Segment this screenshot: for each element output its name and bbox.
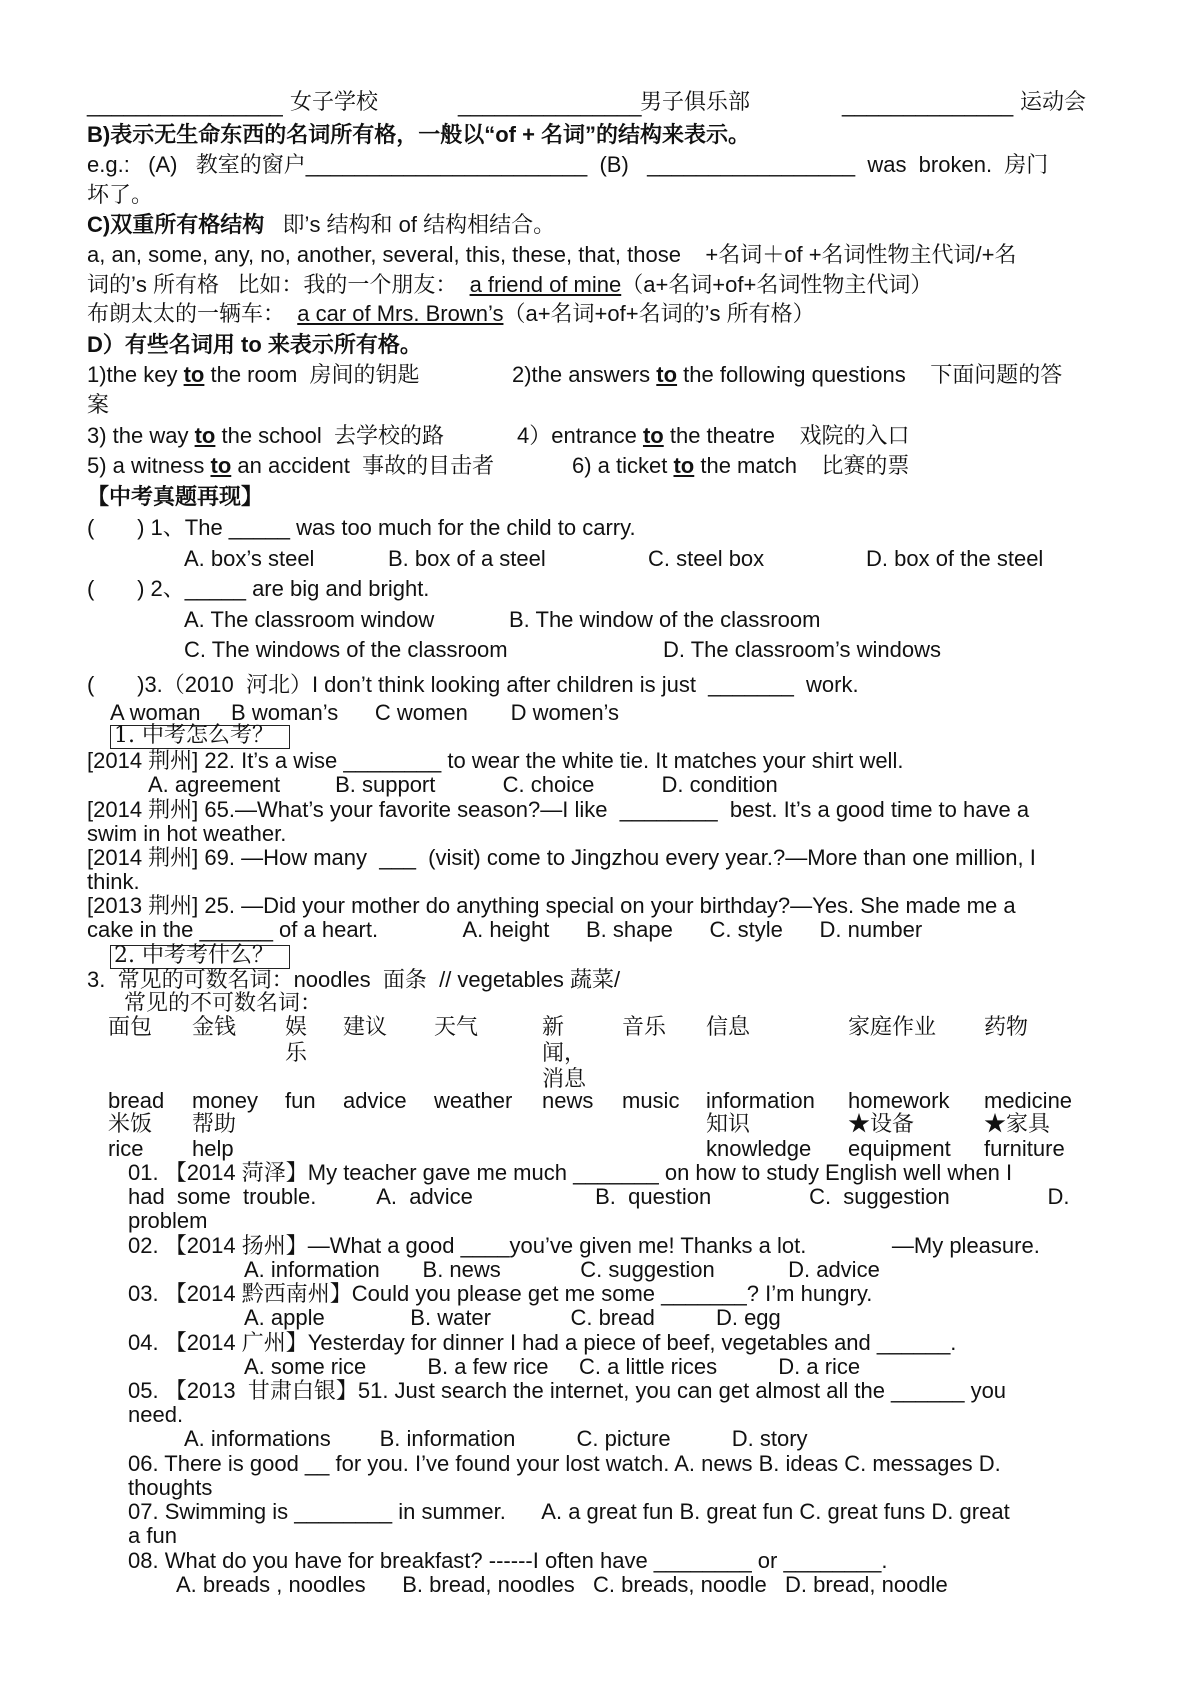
item-text: 2)the answers — [512, 362, 657, 387]
noun-cn-information: 信息 — [706, 1015, 751, 1040]
practice-06: 06. There is good __ for you. I’ve found your lost watch. A. news B. ideas C. messages D. — [128, 1451, 1001, 1476]
jingzhou-q69-cont: think. — [87, 869, 140, 894]
noun-en-weather: weather — [434, 1088, 513, 1113]
item-text: an accident 事故的目击者 — [231, 453, 495, 478]
noun-en-help: help — [192, 1136, 234, 1161]
practice-08-options: A. breads , noodles B. bread, noodles C. breads, noodle D. bread, noodle — [176, 1572, 948, 1597]
keyword-to: to — [183, 362, 205, 387]
section-c-line-2-end: （a+名词+of+名词性物主代词） — [621, 272, 933, 297]
example-phrase-friend: a friend of mine — [469, 272, 622, 297]
item-text: 3) the way — [87, 423, 195, 448]
uncountable-nouns-title: 常见的不可数名词： — [124, 991, 323, 1016]
noun-en-music: music — [622, 1088, 680, 1113]
practice-01-cont: had some trouble. A. advice B. question C. suggestion D. — [128, 1184, 1070, 1209]
example-phrase-car: a car of Mrs. Brown’s — [297, 301, 504, 326]
jingzhou-q69: [2014 荆州] 69. —How many ___ (visit) come to Jingzhou every year.?—More than one million, I — [87, 845, 1036, 870]
question-1-stem: ( ) 1、The _____ was too much for the child to carry. — [87, 515, 636, 540]
question-2-option-b: B. The window of the classroom — [509, 607, 821, 632]
item-text: the school 去学校的路 — [215, 423, 445, 448]
question-2-option-d: D. The classroom’s windows — [663, 637, 941, 662]
noun-cn-fun: 娱乐 — [285, 1015, 308, 1066]
section-c-line-3 — [87, 301, 815, 327]
item-text: 5) a witness — [87, 453, 211, 478]
section-c-line-3-start: 布朗太太的一辆车： — [87, 301, 298, 326]
noun-cn-advice: 建议 — [343, 1015, 388, 1040]
subsection-title-how-tested: 1. 中考怎么考？ — [114, 723, 274, 748]
exam-section-title: 【中考真题再现】 — [87, 484, 264, 509]
practice-04-options: A. some rice B. a few rice C. a little rices D. a rice — [244, 1354, 861, 1379]
section-c-heading — [87, 212, 555, 238]
noun-en-information: information — [706, 1088, 815, 1113]
header-blank-3: ______________ — [842, 92, 1014, 117]
noun-cn-bread: 面包 — [108, 1015, 153, 1040]
keyword-to: to — [194, 423, 216, 448]
section-c-heading-bold: C)双重所有格结构 — [87, 212, 265, 237]
section-d-item-2-cont: 案 — [87, 392, 110, 417]
question-1-option-a: A. box’s steel — [184, 546, 315, 571]
noun-en-homework: homework — [848, 1088, 950, 1113]
practice-07-cont: a fun — [128, 1523, 177, 1548]
practice-06-cont: thoughts — [128, 1475, 213, 1500]
noun-cn-medicine: 药物 — [984, 1015, 1029, 1040]
noun-en-money: money — [192, 1088, 259, 1113]
noun-cn-money: 金钱 — [192, 1015, 237, 1040]
noun-en-news: news — [542, 1088, 594, 1113]
header-label-girls-school: 女子学校 — [290, 90, 379, 115]
noun-en-rice: rice — [108, 1136, 144, 1161]
section-c-line-2-start: 词的’s 所有格 比如：我的一个朋友： — [87, 272, 470, 297]
practice-02-options: A. information B. news C. suggestion D. advice — [244, 1257, 880, 1282]
section-d-item-2 — [512, 362, 1062, 388]
question-3-options: A woman B woman’s C women D women’s — [110, 700, 620, 725]
section-d-heading: D）有些名词用 to 来表示所有格。 — [87, 332, 422, 357]
noun-cn-music: 音乐 — [622, 1015, 667, 1040]
noun-en-equipment: equipment — [848, 1136, 951, 1161]
noun-cn-weather: 天气 — [434, 1015, 479, 1040]
noun-en-fun: fun — [285, 1088, 316, 1113]
jingzhou-q65: [2014 荆州] 65.—What’s your favorite season?—I like ________ best. It’s a good time to have a — [87, 797, 1030, 822]
practice-05-cont: need. — [128, 1402, 184, 1427]
section-b-example: e.g.: (A) 教室的窗户_______________________ (B) _________________ was broken. 房门 — [87, 152, 1049, 177]
subsection-title-what-tested: 2. 中考考什么？ — [114, 943, 274, 968]
item-text: the match 比赛的票 — [694, 453, 910, 478]
keyword-to: to — [656, 362, 678, 387]
item-text: the following questions 下面问题的答 — [677, 362, 1063, 387]
noun-cn-help: 帮助 — [192, 1112, 237, 1137]
item-text: the theatre 戏院的入口 — [663, 423, 910, 448]
section-d-item-6 — [572, 453, 909, 479]
practice-08: 08. What do you have for breakfast? ------I often have ________ or ________. — [128, 1548, 888, 1573]
jingzhou-q22-options: A. agreement B. support C. choice D. condition — [148, 772, 778, 797]
practice-03: 03. 【2014 黔西南州】Could you please get me some _______? I’m hungry. — [128, 1281, 873, 1306]
section-c-line-1: a, an, some, any, no, another, several, this, these, that, those +名词＋of +名词性物主代词/+名 — [87, 242, 1017, 267]
countable-nouns-line: 3. 常见的可数名词：noodles 面条 // vegetables 蔬菜/ — [87, 967, 621, 992]
header-blank-2: _______________ — [458, 92, 642, 117]
item-text: 4）entrance — [517, 423, 643, 448]
noun-en-bread: bread — [108, 1088, 165, 1113]
noun-en-knowledge: knowledge — [706, 1136, 812, 1161]
question-1-option-b: B. box of a steel — [388, 546, 546, 571]
keyword-to: to — [210, 453, 232, 478]
noun-cn-news: 新闻，消息 — [542, 1015, 587, 1092]
question-2-stem: ( ) 2、_____ are big and bright. — [87, 576, 430, 601]
practice-05-options: A. informations B. information C. picture D. story — [184, 1426, 808, 1451]
practice-01: 01. 【2014 菏泽】My teacher gave me much _______ on how to study English well when I — [128, 1160, 1013, 1185]
section-d-item-5 — [87, 453, 494, 479]
question-2-option-a: A. The classroom window — [184, 607, 435, 632]
keyword-to: to — [642, 423, 664, 448]
keyword-to: to — [673, 453, 695, 478]
jingzhou-q65-cont: swim in hot weather. — [87, 821, 287, 846]
practice-01-cont-2: problem — [128, 1208, 208, 1233]
noun-en-medicine: medicine — [984, 1088, 1073, 1113]
practice-03-options: A. apple B. water C. bread D. egg — [244, 1305, 781, 1330]
practice-05: 05. 【2013 甘肃白银】51. Just search the internet, you can get almost all the ______ you — [128, 1378, 1007, 1403]
question-3-stem: ( )3.（2010 河北）I don’t think looking after children is just _______ work. — [87, 672, 859, 697]
section-d-item-3 — [87, 423, 444, 449]
noun-cn-furniture: ★家具 — [984, 1112, 1051, 1137]
section-d-item-1 — [87, 362, 420, 388]
section-c-heading-rest: 即’s 结构和 of 结构相结合。 — [264, 212, 556, 237]
header-label-sports-meet: 运动会 — [1020, 90, 1087, 115]
header-label-boys-club: 男子俱乐部 — [640, 90, 751, 115]
section-d-item-4 — [517, 423, 909, 449]
section-b-example-cont: 坏了。 — [87, 182, 154, 207]
jingzhou-q25-cont: cake in the ______ of a heart. A. height B. shape C. style D. number — [87, 917, 923, 942]
jingzhou-q25: [2013 荆州] 25. —Did your mother do anything special on your birthday?—Yes. She made me a — [87, 893, 1016, 918]
noun-cn-rice: 米饭 — [108, 1112, 153, 1137]
question-1-option-d: D. box of the steel — [866, 546, 1044, 571]
question-1-option-c: C. steel box — [648, 546, 765, 571]
question-2-option-c: C. The windows of the classroom — [184, 637, 508, 662]
jingzhou-q22: [2014 荆州] 22. It’s a wise ________ to wear the white tie. It matches your shirt well. — [87, 748, 904, 773]
noun-cn-equipment: ★设备 — [848, 1112, 915, 1137]
practice-07: 07. Swimming is ________ in summer. A. a great fun B. great fun C. great funs D. great — [128, 1499, 1010, 1524]
header-blank-1: ________________ — [87, 92, 283, 117]
item-text: 6) a ticket — [572, 453, 674, 478]
section-c-line-3-end: （a+名词+of+名词的’s 所有格） — [503, 301, 815, 326]
section-c-line-2 — [87, 272, 932, 298]
noun-en-advice: advice — [343, 1088, 407, 1113]
item-text: the room 房间的钥匙 — [204, 362, 420, 387]
noun-cn-knowledge: 知识 — [706, 1112, 751, 1137]
item-text: 1)the key — [87, 362, 184, 387]
practice-04: 04. 【2014 广州】Yesterday for dinner I had a piece of beef, vegetables and ______. — [128, 1330, 957, 1355]
section-b-heading: B)表示无生命东西的名词所有格，一般以“of + 名词”的结构来表示。 — [87, 122, 751, 147]
noun-en-furniture: furniture — [984, 1136, 1065, 1161]
practice-02: 02. 【2014 扬州】—What a good ____you’ve given me! Thanks a lot. —My pleasure. — [128, 1233, 1040, 1258]
noun-cn-homework: 家庭作业 — [848, 1015, 937, 1040]
